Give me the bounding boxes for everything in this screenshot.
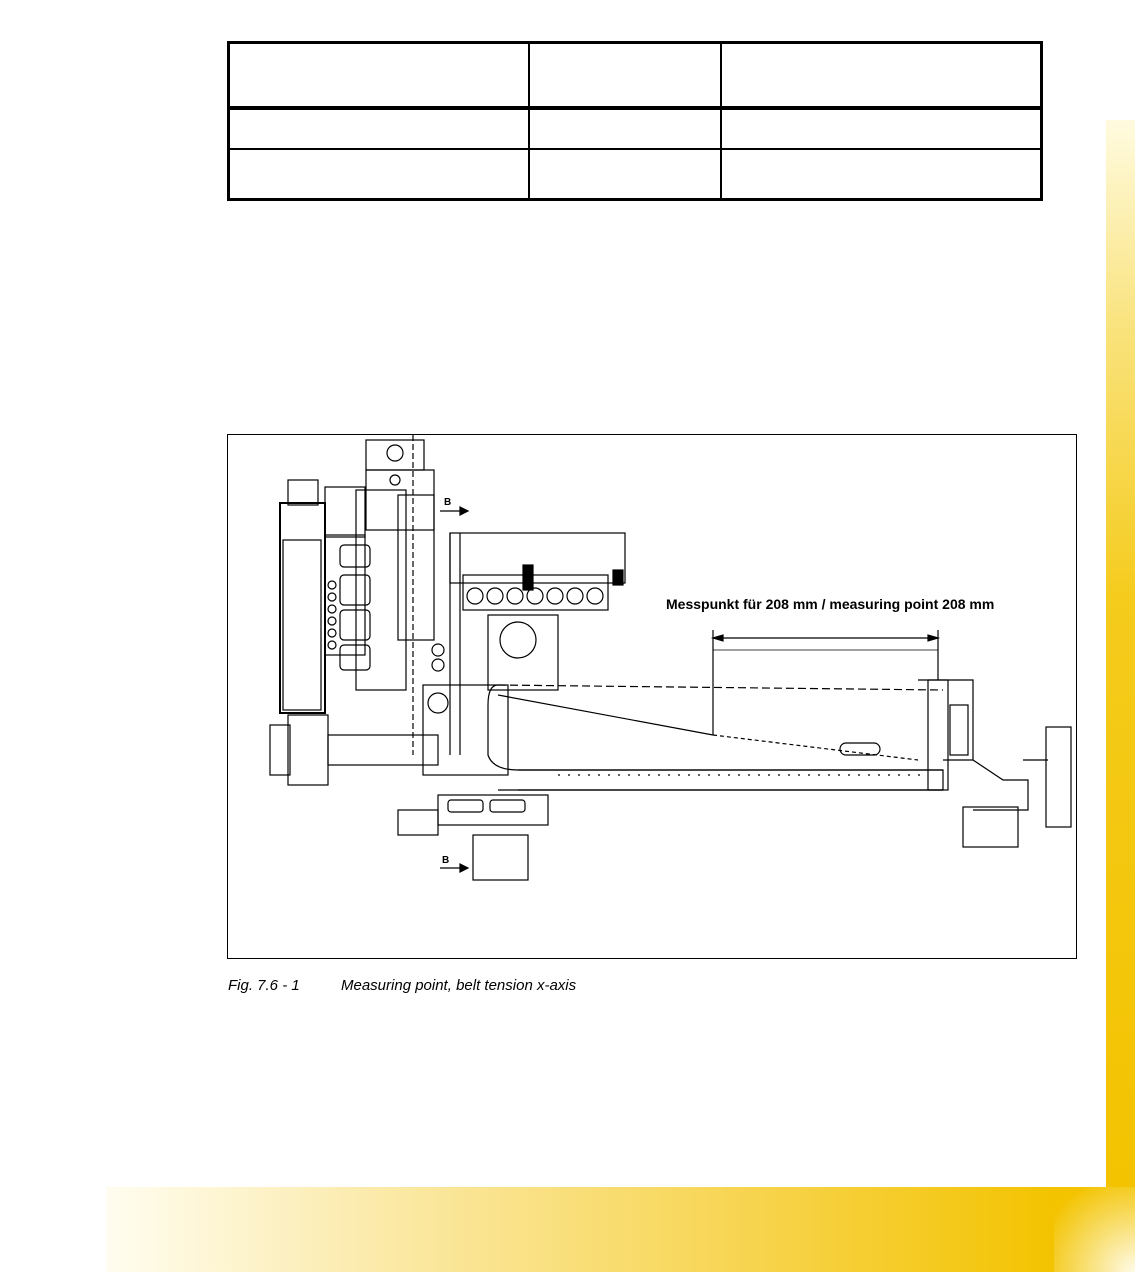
section-marker-top [440, 507, 468, 515]
spec-table [227, 41, 1043, 201]
table-cell [229, 149, 530, 200]
table-cell [229, 108, 530, 149]
table-header-cell [229, 43, 530, 109]
footer-corner-decoration [1054, 1187, 1135, 1272]
belt-beam [488, 680, 1071, 847]
section-marker-bottom-label: B [442, 855, 450, 866]
table-row [229, 149, 1042, 200]
footer-decoration-bar [106, 1187, 1054, 1272]
figure-number: Fig. 7.6 - 1 [228, 977, 300, 994]
side-decoration-strip [1106, 120, 1135, 1188]
measuring-point-label: Messpunkt für 208 mm / measuring point 208 mm [666, 596, 995, 612]
motor-housing [270, 480, 370, 785]
table-row [229, 108, 1042, 149]
table-header-row [229, 43, 1042, 109]
table-header-cell [721, 43, 1042, 109]
table-cell [721, 149, 1042, 200]
table-cell [529, 149, 721, 200]
vertical-column [356, 435, 444, 755]
table-cell [721, 108, 1042, 149]
top-bracket [450, 533, 625, 755]
figure-caption-text: Measuring point, belt tension x-axis [341, 977, 577, 994]
measuring-dimension [713, 630, 938, 735]
belt-axis-drawing [228, 435, 1078, 960]
table-cell [529, 108, 721, 149]
section-marker-top-label: B [444, 497, 452, 508]
table-header-cell [529, 43, 721, 109]
technical-drawing-figure [227, 434, 1077, 959]
